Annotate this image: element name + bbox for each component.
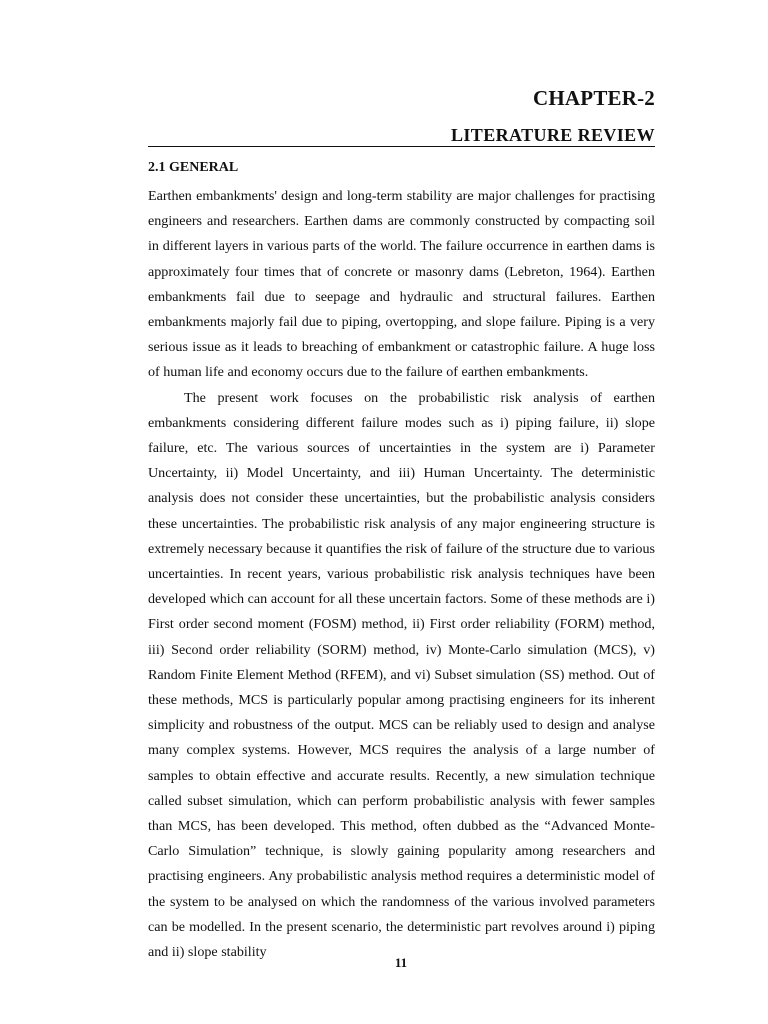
page-number: 11 <box>394 955 408 970</box>
paragraph-1: Earthen embankments' design and long-term stability are major challenges for practising engineers and researchers. Earthen dams are commonly constructed by compacting soil in different layers in various parts of the world. The failure occurrence in earthen dams is approximately four times that of concrete or masonry dams (Lebreton, 1964). Earthen embankments fail due to seepage and hydraulic and structural failures. Earthen embankments majorly fail due to piping, overtopping, and slope failure. Piping is a very serious issue as it leads to breaching of embankment or catastrophic failure. A huge loss of human life and economy occurs due to the failure of earthen embankments. <box>148 188 655 381</box>
chapter-number: CHAPTER-2 <box>533 86 655 110</box>
paragraph-2: The present work focuses on the probabilistic risk analysis of earthen embankments considering different failure modes such as i) piping failure, ii) slope failure, etc. The various sources of uncertainties in the system are i) Parameter Uncertainty, ii) Model Uncertainty, and iii) Human Uncertainty. The deterministic analysis does not consider these uncertainties, but the probabilistic analysis considers these uncertainties. The probabilistic risk analysis of any major engineering structure is extremely necessary because it quantifies the risk of failure of the structure due to various uncertainties. In recent years, various probabilistic risk analysis techniques have been developed which can account for all these uncertain factors. Some of these methods are i) First order second moment (FOSM) method, ii) First order reliability (FORM) method, iii) Second order reliability (SORM) method, iv) Monte-Carlo simulation (MCS), v) Random Finite Element Method (RFEM), and vi) Subset simulation (SS) method. Out of these methods, MCS is particularly popular among practising engineers for its inherent simplicity and robustness of the output. MCS can be reliably used to design and analyse many complex systems. However, MCS requires the analysis of a large number of samples to obtain effective and accurate results. Recently, a new simulation technique called subset simulation, which can perform probabilistic analysis with fewer samples than MCS, has been developed. This method, often dubbed as the “Advanced Monte-Carlo Simulation” technique, is slowly gaining popularity among researchers and practising engineers. Any probabilistic analysis method requires a deterministic model of the system to be analysed on which the randomness of the various involved parameters can be modelled. In the present scenario, the deterministic part revolves around i) piping and ii) slope stability <box>148 389 655 961</box>
body-text <box>148 184 655 965</box>
section-heading: 2.1 GENERAL <box>148 160 239 175</box>
chapter-title: LITERATURE REVIEW <box>450 125 655 145</box>
header-rule <box>148 146 655 147</box>
